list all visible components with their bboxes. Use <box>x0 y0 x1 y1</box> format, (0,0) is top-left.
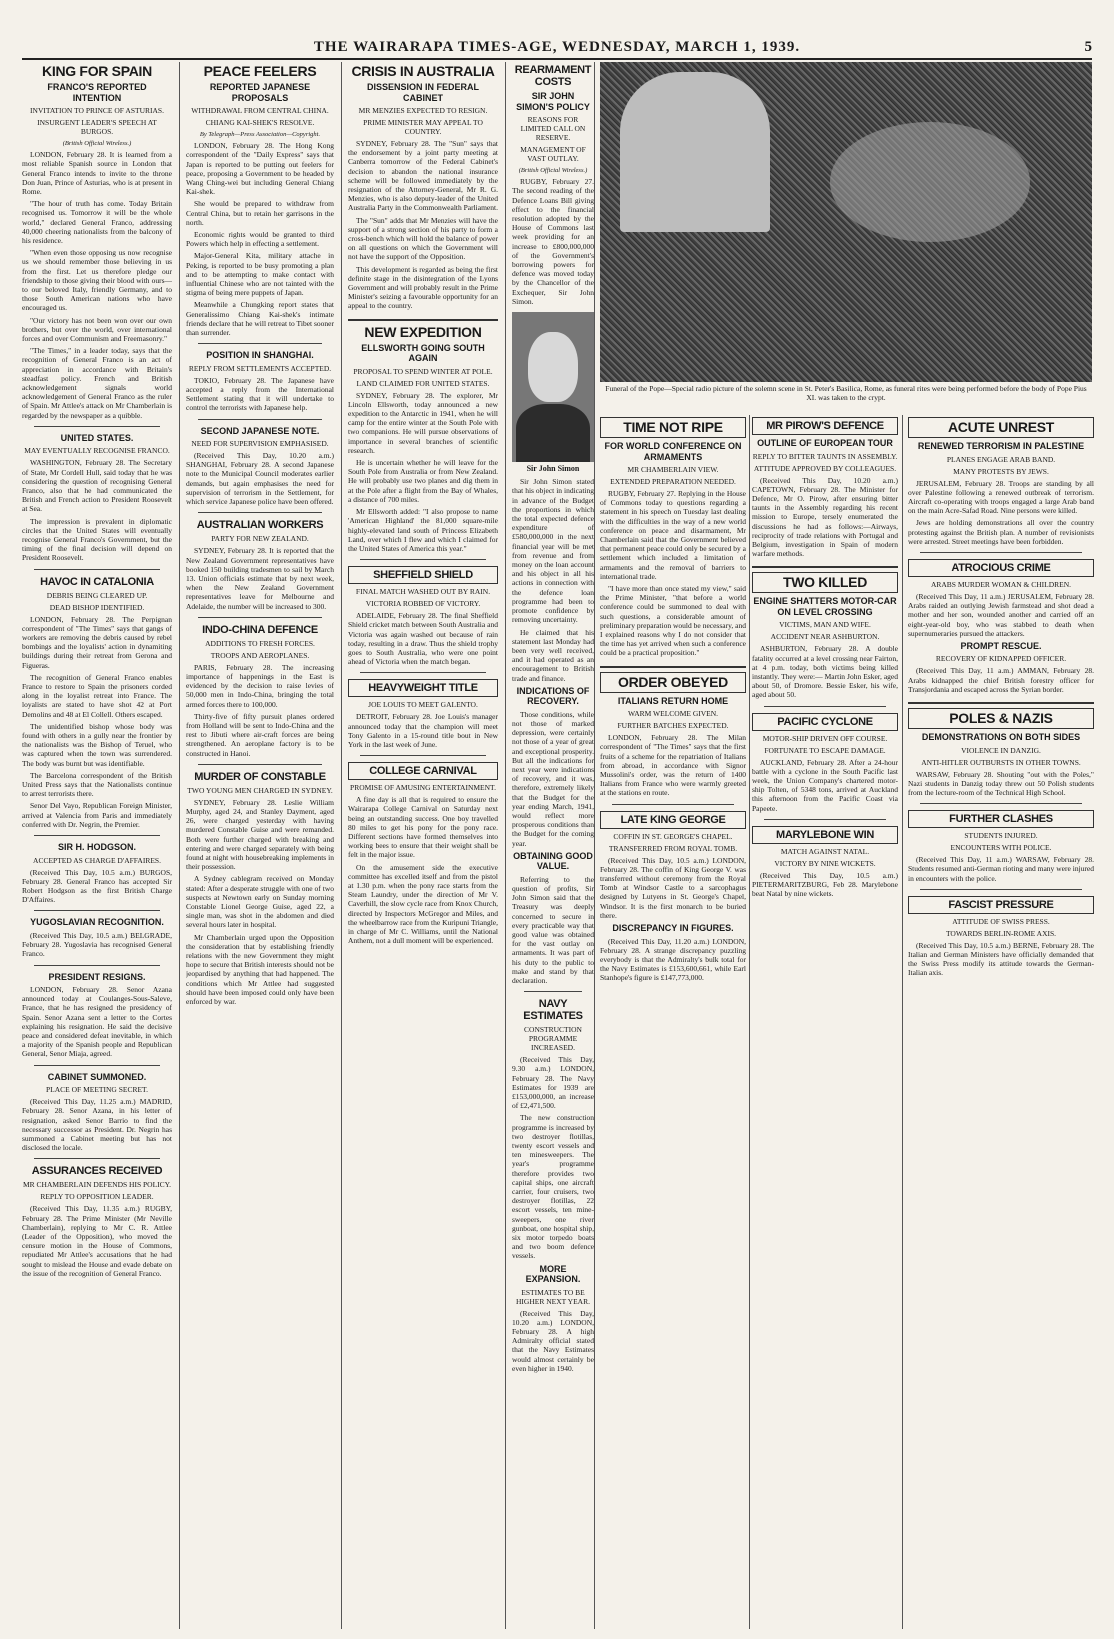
paragraph: (Received This Day, 10.5 a.m.) PIETERMARITZBURG, Feb 28. Marylebone beat Natal by nine wickets. <box>752 870 898 899</box>
deck: REPLY FROM SETTLEMENTS ACCEPTED. <box>188 363 332 373</box>
paragraph: Economic rights would be granted to third Powers which help in effecting a settlement. <box>186 230 334 249</box>
column-1 <box>22 62 172 1639</box>
paragraph: Referring to the question of profits, Sir John Simon said that the Treasury was deeply concerned to secure in every practicable way that good value was obtained for the vast outlay on armaments. It was part of his duty to the public to make and stand by that declaration. <box>512 874 594 985</box>
divider <box>34 910 160 911</box>
divider <box>198 617 322 618</box>
column-5 <box>600 415 746 1635</box>
subhead: INDICATIONS OF RECOVERY. <box>516 685 590 707</box>
divider <box>34 569 160 570</box>
divider <box>348 319 498 321</box>
paragraph: WASHINGTON, February 28. The Secretary of State, Mr Cordell Hull, said today that he was considering the question of recognising General Franco, also that he had communicated the British and French action to President Roosevelt at Sea. <box>22 458 172 514</box>
deck: FURTHER BATCHES EXPECTED. <box>617 721 729 731</box>
paragraph: SYDNEY, February 28. Leslie William Murphy, aged 24, and Stanley Dayment, aged 26, were charged yesterday with having murdered Constable Guise and were remanded. Both were further charged with breaking and entering and were charged separately with being found at night with housebreaking implements in their possession. <box>186 797 334 872</box>
paragraph: The "Sun" adds that Mr Menzies will have the support of a strong section of his party to form a cross-bench which will hold the balance of power on all questions on which the Government will not have the support of the Opposition. <box>348 215 498 262</box>
column-3 <box>348 62 498 1639</box>
divider <box>198 343 322 344</box>
headline-order-obeyed: ORDER OBEYED <box>600 672 746 693</box>
paragraph: (Received This Day, 10.20 a.m.) CAPETOWN, February 28. The Minister for Defence, Mr O. Pirow, after ensuring bitter taunts in the Assembly regarding his recent mission to Europe, tersely enumerated the discussions he had as follows:—Airways, reciprocity of trade relations with Portugal and Belgium, investigation in Spain of modern warfare methods. <box>752 475 898 559</box>
paragraph: LONDON, February 28. The Hong Kong correspondent of the "Daily Express" says that Japan is reported to be putting out feelers for peace, proposing a Government to be headed by Wang Ching-wei but including General Chiang Kai-shek. <box>186 141 334 197</box>
deck: TRANSFERRED FROM ROYAL TOMB. <box>608 843 738 853</box>
subhead: YUGOSLAVIAN RECOGNITION. <box>30 917 164 928</box>
photo-caption: Funeral of the Pope—Special radio picture of the solemn scene in St. Peter's Basilica, Rome, as funeral rites were being performed before the body of Pope Pius XI. was taken to the crypt. <box>605 384 1087 402</box>
headline-australian-workers: AUSTRALIAN WORKERS <box>196 519 324 532</box>
headline-new-expedition: NEW EXPEDITION <box>364 323 482 340</box>
deck: PROPOSAL TO SPEND WINTER AT POLE. <box>353 366 493 376</box>
deck: MANY PROTESTS BY JEWS. <box>953 466 1049 476</box>
subhead: REPORTED JAPANESE PROPOSALS <box>209 82 311 103</box>
deck: MR MENZIES EXPECTED TO RESIGN. <box>358 106 488 115</box>
paragraph: ASHBURTON, February 28. A double fatality occurred at a level crossing near Fairton, at 4 p.m. today, both victims being killed instantly. They were:— Martin John Esker, aged about 50, of Dromore. Bessie Esker, his wife, aged about 50. <box>752 644 898 700</box>
paragraph: "The Times," in a leader today, says that the recognition of General Franco is an act of appreciation in accordance with Britain's steadfast policy. French and British acknowledgement signals world acknowledgement of General Franco as the ruler of Spain. Mr Attlee's attack on Mr Chamberlain is regarded by the newspaper as a quibble. <box>22 346 172 420</box>
paragraph: He claimed that his statement last Monday had been very well received, and it had operated as an encouragement to British trade and finance. <box>512 627 594 683</box>
deck: MATCH AGAINST NATAL. <box>780 846 870 856</box>
deck: TWO YOUNG MEN CHARGED IN SYDNEY. <box>187 785 333 795</box>
divider <box>198 419 322 420</box>
deck: ANTI-HITLER OUTBURSTS IN OTHER TOWNS. <box>921 757 1081 767</box>
paragraph: A fine day is all that is required to ensure the Wairarapa College Carnival on Saturday next being an outstanding success. One boy travelled 80 miles to get his pony for the pony race. Different sections have formed themselves into working bees to ensure that their weight shall be felt in the major issue. <box>348 795 498 860</box>
column-rule <box>179 62 180 1629</box>
deck: COFFIN IN ST. GEORGE'S CHAPEL. <box>613 831 733 841</box>
deck: INVITATION TO PRINCE OF ASTURIAS. <box>30 106 164 115</box>
paragraph: Thirty-five of fifty pursuit planes ordered from Holland will be sent to Indo-China and the rest to Jibuti where air-craft forces are being strengthened. An aeroplane factory is to be constructed in Hanoi. <box>186 711 334 758</box>
paragraph: (Received This Day, 10.20 a.m.) SHANGHAI, February 28. A second Japanese note to the Municipal Council moderates earlier demands, but again emphasises the need for supervision of terrorism in the Settlement, for which service Japanese police have been offered. <box>186 451 334 507</box>
subhead: FOR WORLD CONFERENCE ON ARMAMENTS <box>604 441 742 462</box>
paragraph: Sir John Simon stated that his object in indicating in advance of the Budget the proportions in which the total expected defence expenditure of £580,000,000 in the next financial year will be met from revenue and from money on the loan account and his object in all his actions in connection with the defence loan programme had been to promote confidence by removing uncertainty. <box>512 477 594 625</box>
paragraph: "The hour of truth has come. Today Britain recognised us. Tomorrow it will be the whole world," declared General Franco, addressing 40,000 cheering nationalists from the balcony of his residence. <box>22 199 172 246</box>
deck: ESTIMATES TO BE HIGHER NEXT YEAR. <box>516 1287 590 1306</box>
deck: REASONS FOR LIMITED CALL ON RESERVE. <box>520 115 586 142</box>
headline-mr-pirows-defence: MR PIROW'S DEFENCE <box>752 417 898 435</box>
deck: MR CHAMBERLAIN DEFENDS HIS POLICY. <box>22 1180 171 1190</box>
deck: CONSTRUCTION PROGRAMME INCREASED. <box>524 1025 582 1053</box>
divider <box>198 764 322 765</box>
paragraph: SYDNEY, February 28. The "Sun" says that the endorsement by a joint party meeting at Canberra tomorrow of the Federal Cabinet's decision to abandon the national insurance scheme will be followed immediately by the resignation of the Attorney-General, Mr R. G. Menzies, who is also deputy-leader of the United Australia Party in the Commonwealth Parliament. <box>348 139 498 213</box>
headline-peace-feelers: PEACE FEELERS <box>203 63 317 79</box>
divider <box>34 1065 160 1066</box>
divider <box>612 804 734 805</box>
headline-atrocious-crime: ATROCIOUS CRIME <box>908 559 1094 577</box>
paragraph: (Received This Day, 11.25 a.m.) MADRID, February 28. Senor Azana, in his letter of resignation, asked Senor Barrio to find the necessary successor as President. Dr. Negrin has summoned a Cabinet meeting but has not disclosed the locale. <box>22 1097 172 1153</box>
column-rule <box>749 415 750 1629</box>
page-number: 5 <box>1084 39 1092 55</box>
deck: FORTUNATE TO ESCAPE DAMAGE. <box>764 745 886 755</box>
headline-crisis-in-australia: CRISIS IN AUSTRALIA <box>351 63 495 79</box>
subhead: DISCREPANCY IN FIGURES. <box>612 923 734 933</box>
photo-arch <box>620 72 770 232</box>
column-rule <box>505 62 506 1629</box>
paragraph: Mr Chamberlain urged upon the Opposition the consideration that by establishing friendly relations with the new Government they might hope to secure that British interests should not be jeopardised by anything that had happened. The conditions which Mr Attlee had suggested should have been imposed could only have been enforced by war. <box>186 932 334 1007</box>
portrait-photo <box>512 312 594 462</box>
divider <box>764 819 886 820</box>
paragraph: LONDON, February 28. It is learned from a most reliable Spanish source in London that General Franco intends to invite to the throne Don Juan, Prince of Asturias, who is at present in Rome. <box>22 150 172 197</box>
column-rule <box>594 62 595 1629</box>
deck: RECOVERY OF KIDNAPPED OFFICER. <box>935 654 1067 664</box>
deck: ATTITUDE OF SWISS PRESS. <box>952 916 1050 926</box>
subhead: OUTLINE OF EUROPEAN TOUR <box>757 438 893 448</box>
divider <box>524 991 582 992</box>
deck: JOE LOUIS TO MEET GALENTO. <box>368 700 478 710</box>
divider <box>360 559 486 560</box>
paragraph: On the amusement side the executive committee has excelled itself and from the pistol at 1.30 p.m. when the pony race starts from the Steam Laundry, under the direction of Mr V. Caverhill, the slow cycle race from Knox Church, directed by Inspectors McGregor and Miles, and the wheelbarrow race from the Kuripuni Triangle, in charge of Mr C. Williams, until the National Anthem, not a dull moment will be experienced. <box>348 862 498 946</box>
paragraph: Senor Del Vayo, Republican Foreign Minister, arrived at Valencia from Paris and immediately conferred with Dr. Negrin, the Premier. <box>22 801 172 829</box>
headline-heavyweight-title: HEAVYWEIGHT TITLE <box>348 679 498 697</box>
headline-poles-and-nazis: POLES & NAZIS <box>908 708 1094 729</box>
headline-late-king-george: LATE KING GEORGE <box>600 811 746 829</box>
paragraph: "Our victory has not been won over our own brothers, but over the world, over international forces and over Communism and Freemasonry." <box>22 315 172 344</box>
deck: VICTORIA ROBBED OF VICTORY. <box>365 599 481 609</box>
headline-havoc-in-catalonia: HAVOC IN CATALONIA <box>40 575 154 588</box>
portrait-caption: Sir John Simon <box>526 464 580 474</box>
newspaper-title: THE WAIRARAPA TIMES-AGE, WEDNESDAY, MARCH 1, 1939. <box>313 39 801 55</box>
deck: WITHDRAWAL FROM CENTRAL CHINA. <box>191 106 329 115</box>
deck: MANAGEMENT OF VAST OUTLAY. <box>520 145 586 163</box>
headline-further-clashes: FURTHER CLASHES <box>908 810 1094 828</box>
column-7 <box>908 415 1094 1635</box>
paragraph: (Received This Day, 9.30 a.m.) LONDON, February 28. The Navy Estimates for 1939 are £153,000,000, an increase of £2,471,500. <box>512 1055 594 1111</box>
deck: LAND CLAIMED FOR UNITED STATES. <box>356 378 490 388</box>
paragraph: (Received This Day, 11.20 a.m.) LONDON, February 28. A strange discrepancy puzzling everybody is that the Admiralty's bulk total for the Navy Estimates is £153,600,661, while Earl Stanhope's figure is £147,773,000. <box>600 936 746 983</box>
deck: MOTOR-SHIP DRIVEN OFF COURSE. <box>762 733 888 743</box>
subhead: PRESIDENT RESIGNS. <box>48 971 146 982</box>
paragraph: (Received This Day, 10.5 a.m.) BELGRADE, February 28. Yugoslavia has recognised General Franco. <box>22 930 172 959</box>
column-6 <box>752 415 898 1635</box>
paragraph: ADELAIDE, February 28. The final Sheffield Shield cricket match between South Australia and Victoria was again washed out because of rain today, resulting in a draw. Thus the shield trophy goes to South Australia, who were one point ahead of Victoria when the match began. <box>348 611 498 667</box>
deck: WARM WELCOME GIVEN. <box>627 709 719 719</box>
deck: CHIANG KAI-SHEK'S RESOLVE. <box>205 118 315 127</box>
column-rule <box>341 62 342 1629</box>
headline-indo-china-defence: INDO-CHINA DEFENCE <box>202 623 318 636</box>
divider <box>600 666 746 668</box>
paragraph: "I have more than once stated my view," said the Prime Minister, "that before a world conference could be summoned to deal with such questions, a considerable amount of preliminary preparation would be necessary, and I explained reasons why I do not consider that the time has yet arrived when such a conference could be a practical proposition." <box>600 584 746 658</box>
paragraph: The new construction programme is increased by two destroyer flotillas, twenty escort vessels and ten minesweepers. The year's programme therefore provides two capital ships, one aircraft carrier, four cruisers, two destroyer flotillas, 22 escort vessels, ten mine-sweepers, one river gunboat, one hospital ship, six motor torpedo boats and two boom defence vessels. <box>512 1113 594 1261</box>
column-2 <box>186 62 334 1639</box>
deck: ENCOUNTERS WITH POLICE. <box>950 843 1052 853</box>
deck: PLACE OF MEETING SECRET. <box>46 1085 148 1095</box>
masthead <box>22 38 1092 60</box>
paragraph: TOKIO, February 28. The Japanese have accepted a reply from the International Settlement stating that it will undertake to control the terrorists with Japanese help. <box>186 375 334 413</box>
divider <box>360 672 486 673</box>
deck: PROMISE OF AMUSING ENTERTAINMENT. <box>350 783 496 793</box>
deck: MAY EVENTUALLY RECOGNISE FRANCO. <box>24 446 170 456</box>
headline-acute-unrest: ACUTE UNREST <box>908 417 1094 438</box>
subhead: SECOND JAPANESE NOTE. <box>200 425 320 436</box>
paragraph: (Received This Day, 11.35 a.m.) RUGBY, February 28. The Prime Minister (Mr Neville Chamberlain), replying to Mr C. R. Attlee (Leader of the Opposition), who moved the censure motion in the House of Commons, repudiated Mr Attlee's accusations that he had sought to mislead the House and evade debate on the issue of the recognition of General Franco. <box>22 1204 172 1278</box>
deck: ACCEPTED AS CHARGE D'AFFAIRES. <box>33 855 161 865</box>
deck: NEED FOR SUPERVISION EMPHASISED. <box>191 439 329 449</box>
paragraph: Jews are holding demonstrations all over the country protesting against the British plan. A number of revisionists were arrested. Street meetings have been forbidden. <box>908 518 1094 546</box>
deck: ADDITIONS TO FRESH FORCES. <box>205 638 315 648</box>
subhead: SIR H. HODGSON. <box>57 842 136 853</box>
divider <box>920 552 1082 553</box>
subhead: FRANCO'S REPORTED INTENTION <box>47 82 147 103</box>
divider <box>360 755 486 756</box>
deck: TOWARDS BERLIN-ROME AXIS. <box>945 928 1057 938</box>
subhead: PROMPT RESCUE. <box>960 640 1042 651</box>
paragraph: RUGBY, February 27. The second reading of the Defence Loans Bill giving effect to the financial resolution adopted by the House of Commons last week providing for an increase to £800,000,000 of the Government's borrowing powers for defence was moved today by the Chancellor of the Exchequer, Sir John Simon. <box>512 177 594 306</box>
headline-time-not-ripe: TIME NOT RIPE <box>600 417 746 438</box>
paragraph: (Received This Day, 10.5 a.m.) BURGOS, February 28. General Franco has accepted Sir Robert Hodgson as the first British Charge D'Affaires. <box>22 867 172 905</box>
headline-college-carnival: COLLEGE CARNIVAL <box>348 762 498 780</box>
headline-fascist-pressure: FASCIST PRESSURE <box>908 896 1094 914</box>
subhead: ENGINE SHATTERS MOTOR-CAR ON LEVEL CROSSING <box>753 596 897 617</box>
paragraph: LONDON, February 28. Senor Azana announced today at Coulanges-Sous-Saleve, France, that he has resigned the presidency of Spain. Senor Azana sent a letter to the Cortes explaining his resignation. He said the decisive peace and considered defeat inevitable, in which a majority of the Spanish people and Republican General, Senor Miaja, agreed. <box>22 985 172 1059</box>
subhead: CABINET SUMMONED. <box>47 1071 147 1082</box>
paragraph: Major-General Kita, military attache in Peking, is reported to be busy promoting a plan and to be attempting to make contact with influential Chinese who are not tainted with the stigma of being mere puppets of Japan. <box>186 251 334 298</box>
paragraph: LONDON, February 28. The Perpignan correspondent of "The Times" says that gangs of workers are removing the debris caused by rebel bombings and the loyalists' action in dynamiting buildings during their retreat from Gerona and Figueras. <box>22 614 172 670</box>
paragraph: (Received This Day, 10.20 a.m.) LONDON, February 28. A high Admiralty official stated that the Navy Estimates would almost certainly be even higher in 1940. <box>512 1308 594 1373</box>
portrait-head <box>528 332 578 402</box>
paragraph: She would be prepared to withdraw from Central China, but to retain her garrisons in the north. <box>186 199 334 227</box>
deck: ACCIDENT NEAR ASHBURTON. <box>770 632 880 642</box>
credit: (British Official Wireless.) <box>62 140 132 147</box>
deck: PRIME MINISTER MAY APPEAL TO COUNTRY. <box>363 118 483 136</box>
deck: PARTY FOR NEW ZEALAND. <box>211 534 309 544</box>
paragraph: The impression is prevalent in diplomatic circles that the United States will eventually recognise General Franco's Government, but the timing of the final decision will depend on President Roosevelt. <box>22 516 172 563</box>
subhead: RENEWED TERRORISM IN PALESTINE <box>917 441 1085 451</box>
subhead: POSITION IN SHANGHAI. <box>206 350 314 361</box>
subhead: MORE EXPANSION. <box>525 1263 581 1285</box>
subhead: DEMONSTRATIONS ON BOTH SIDES <box>921 732 1081 743</box>
subhead: UNITED STATES. <box>60 432 134 443</box>
divider <box>752 566 898 568</box>
divider <box>908 702 1094 704</box>
deck: VIOLENCE IN DANZIG. <box>961 745 1041 755</box>
paragraph: RUGBY, February 27. Replying in the House of Commons today to questions regarding a statement in his speech on Tuesday last dealing with the difficulties in the way of a new world conference on peace and disarmament, Mr Chamberlain said that the Government believed that permanent peace could only be secured by a settlement which included a limitation of armaments and the removal of barriers to international trade. <box>600 489 746 581</box>
photo-light <box>830 122 1030 242</box>
divider <box>764 706 886 707</box>
funeral-photo <box>600 62 1092 382</box>
deck: ARABS MURDER WOMAN & CHILDREN. <box>930 579 1072 589</box>
paragraph: The recognition of General Franco enables France to restore to Spain the prisoners corded along in the loyalist retreat into France. The loyalists are stated to have shot 42 at Port Demolins and 48 at El Collell. Others escaped. <box>22 672 172 719</box>
portrait-body <box>516 404 590 462</box>
paragraph: JERUSALEM, February 28. Troops are standing by all over Palestine following a renewed outbreak of terrorism. Aircraft co-operating with troops engaged a large Arab band on the main Acre-Safad Road. Nine persons were killed. <box>908 478 1094 516</box>
deck: VICTORY BY NINE WICKETS. <box>774 858 876 868</box>
paragraph: PARIS, February 28. The increasing importance of happenings in the East is evidenced by the decision to raise levies of 50,000 men in Indo-China, bringing the total armed forces there to 100,000. <box>186 662 334 709</box>
subhead: ITALIANS RETURN HOME <box>617 695 729 706</box>
divider <box>34 965 160 966</box>
paragraph: SYDNEY, February 28. The explorer, Mr Lincoln Ellsworth, today announced a new expedition to the Antarctic in 1941, when he will camp for the entire winter at the South Pole with two companions. He will pursue observations of importance in several branches of scientific research. <box>348 390 498 455</box>
credit: (British Official Wireless.) <box>518 167 588 174</box>
deck: PLANES ENGAGE ARAB BAND. <box>946 454 1056 464</box>
column-rule <box>902 415 903 1629</box>
paragraph: SYDNEY, February 28. It is reported that the New Zealand Government representatives have booked 150 building tradesmen to sail by March 13. Union officials estimate that by next week, when the New Zealand Government representatives leave for Melbourne and Adelaide, the number will be increased to 300. <box>186 546 334 611</box>
divider <box>920 803 1082 804</box>
deck: MR CHAMBERLAIN VIEW. <box>627 465 719 474</box>
deck: VICTIMS, MAN AND WIFE. <box>779 620 871 630</box>
divider <box>198 512 322 513</box>
paragraph: (Received This Day, 11 a.m.) WARSAW, February 28. Students resumed anti-German rioting and many were injured in encounters with the police. <box>908 855 1094 883</box>
subhead: SIR JOHN SIMON'S POLICY <box>516 91 590 112</box>
paragraph: AUCKLAND, February 28. After a 24-hour battle with a cyclone in the South Pacific last week, the Union Company's chartered motor-ship Tolten, of 5348 tons, arrived at Auckland this afternoon from the Pacific Coast via Papeete. <box>752 757 898 813</box>
headline-king-for-spain: KING FOR SPAIN <box>42 63 152 79</box>
deck: REPLY TO OPPOSITION LEADER. <box>40 1192 154 1202</box>
paragraph: WARSAW, February 28. Shouting "out with the Poles," Nazi students in Danzig today threw out 50 Polish students from the lecture-room of the Technical High School. <box>908 769 1094 797</box>
headline-murder-of-constable: MURDER OF CONSTABLE <box>194 770 326 783</box>
deck: DEAD BISHOP IDENTIFIED. <box>49 602 145 612</box>
deck: DEBRIS BEING CLEARED UP. <box>46 590 148 600</box>
headline-pacific-cyclone: PACIFIC CYCLONE <box>752 713 898 731</box>
divider <box>34 835 160 836</box>
divider <box>34 1158 160 1159</box>
divider <box>920 889 1082 890</box>
paragraph: This development is regarded as being the first definite stage in the disintegration of the Lyons Government and will probably result in the Prime Minister's seizing a favourable opportunity for an appeal to the country. <box>348 264 498 311</box>
headline-rearmament-costs: REARMAMENT COSTS <box>514 64 592 88</box>
column-4 <box>512 62 594 1639</box>
headline-navy-estimates: NAVY ESTIMATES <box>523 998 583 1023</box>
deck: ATTITUDE APPROVED BY COLLEAGUES. <box>753 463 897 473</box>
paragraph: (Received This Day, 10.5 a.m.) BERNE, February 28. The Italian and German Ministers have officially demanded that the Swiss Press modify its attitude towards the German-Italian axis. <box>908 940 1094 978</box>
paragraph: Those conditions, while not those of marked depression, were certainly not those of a year of great and exceptional prosperity. But all the indications for next year were indications of recovery, and it was, therefore, extremely likely that the Budget for the year ending March, 1941, would reflect more prosperous conditions than the Budget for the coming year. <box>512 709 594 848</box>
paragraph: Meanwhile a Chungking report states that Generalissimo Chiang Kai-shek's intimate friends declare that he will retreat to Tibet sooner than surrender. <box>186 300 334 338</box>
paragraph: (Received This Day, 10.5 a.m.) LONDON, February 28. The coffin of King George V. was transferred without ceremony from the Royal Tomb at Windsor Castle to a sarcophagus designed by Lutyens in St. George's Chapel, Windsor. It is the first monarch to be buried there. <box>600 855 746 920</box>
headline-two-killed: TWO KILLED <box>752 572 898 593</box>
paragraph: (Received This Day, 11 a.m.) JERUSALEM, February 28. Arabs raided an outlying Jewish farmstead and shot dead a mother and her son, wounded another and carried off an eight-year-old boy, who was stabbed to death when supernumeraries pursued the attackers. <box>908 591 1094 638</box>
subhead: DISSENSION IN FEDERAL CABINET <box>366 82 479 103</box>
headline-assurances-received: ASSURANCES RECEIVED <box>31 1165 163 1178</box>
deck: FINAL MATCH WASHED OUT BY RAIN. <box>355 587 491 597</box>
paragraph: The Barcelona correspondent of the British United Press says that the Nationalists continue to arrest terrorists there. <box>22 770 172 799</box>
subhead: ELLSWORTH GOING SOUTH AGAIN <box>361 342 485 364</box>
paragraph: The unidentified bishop whose body was found with others in a gully near the frontier by the nationalists was the Bishop of Teruel, who was captured when the town was surrendered. The body was burnt but was identifiable. <box>22 721 172 768</box>
paragraph: LONDON, February 28. The Milan correspondent of "The Times" says that the first fruits of a scheme for the repatriation of Italians from abroad, in accordance with Signor Mussolini's order, was the return of 1400 Italians from France who were warmly greeted at the stations en route. <box>600 733 746 798</box>
paragraph: Mr Ellsworth added: "I also propose to name 'American Highland' the 81,000 square-mile highly-elevated land south of Princess Elizabeth Land, over which I flew and which I claimed for the United States of America this year." <box>348 507 498 553</box>
subhead: OBTAINING GOOD VALUE. <box>513 850 593 872</box>
credit: By Telegraph—Press Association—Copyright. <box>199 131 321 138</box>
deck: INSURGENT LEADER'S SPEECH AT BURGOS. <box>37 118 157 136</box>
paragraph: A Sydney cablegram received on Monday stated: After a desperate struggle with one of two suspects at Newtown early on Sunday morning Constable Lionel George Guise, aged 22, a single man, was shot in the abdomen and died several hours later in hospital. <box>186 874 334 930</box>
deck: STUDENTS INJURED. <box>964 831 1038 841</box>
paragraph: DETROIT, February 28. Joe Louis's manager announced today that the champion will meet Tony Galento in a 15-round title bout in New York in the last week of June. <box>348 712 498 749</box>
paragraph: "When even those opposing us now recognise us we should remember those believing in us from the first. Let us therefore pledge our friendship to those giving their blood with ours—to our beloved Italy, friendly Germany, and to those South American nations who have encouraged us. <box>22 248 172 313</box>
headline-sheffield-shield: SHEFFIELD SHIELD <box>348 566 498 584</box>
deck: REPLY TO BITTER TAUNTS IN ASSEMBLY. <box>752 451 898 461</box>
divider <box>34 426 160 427</box>
paragraph: (Received This Day, 11 a.m.) AMMAN, February 28. Arabs kidnapped the chief British forestry officer for Transjordania and escaped across the Syrian border. <box>908 666 1094 694</box>
headline-marylebone-win: MARYLEBONE WIN <box>752 826 898 844</box>
deck: EXTENDED PREPARATION NEEDED. <box>610 477 736 486</box>
paragraph: He is uncertain whether he will leave for the South Pole from Australia or from New Zealand. He will probably use two planes and dig them in at the Pole after a flight from the Bay of Whales, a distance of 700 miles. <box>348 458 498 504</box>
deck: TROOPS AND AEROPLANES. <box>210 650 310 660</box>
